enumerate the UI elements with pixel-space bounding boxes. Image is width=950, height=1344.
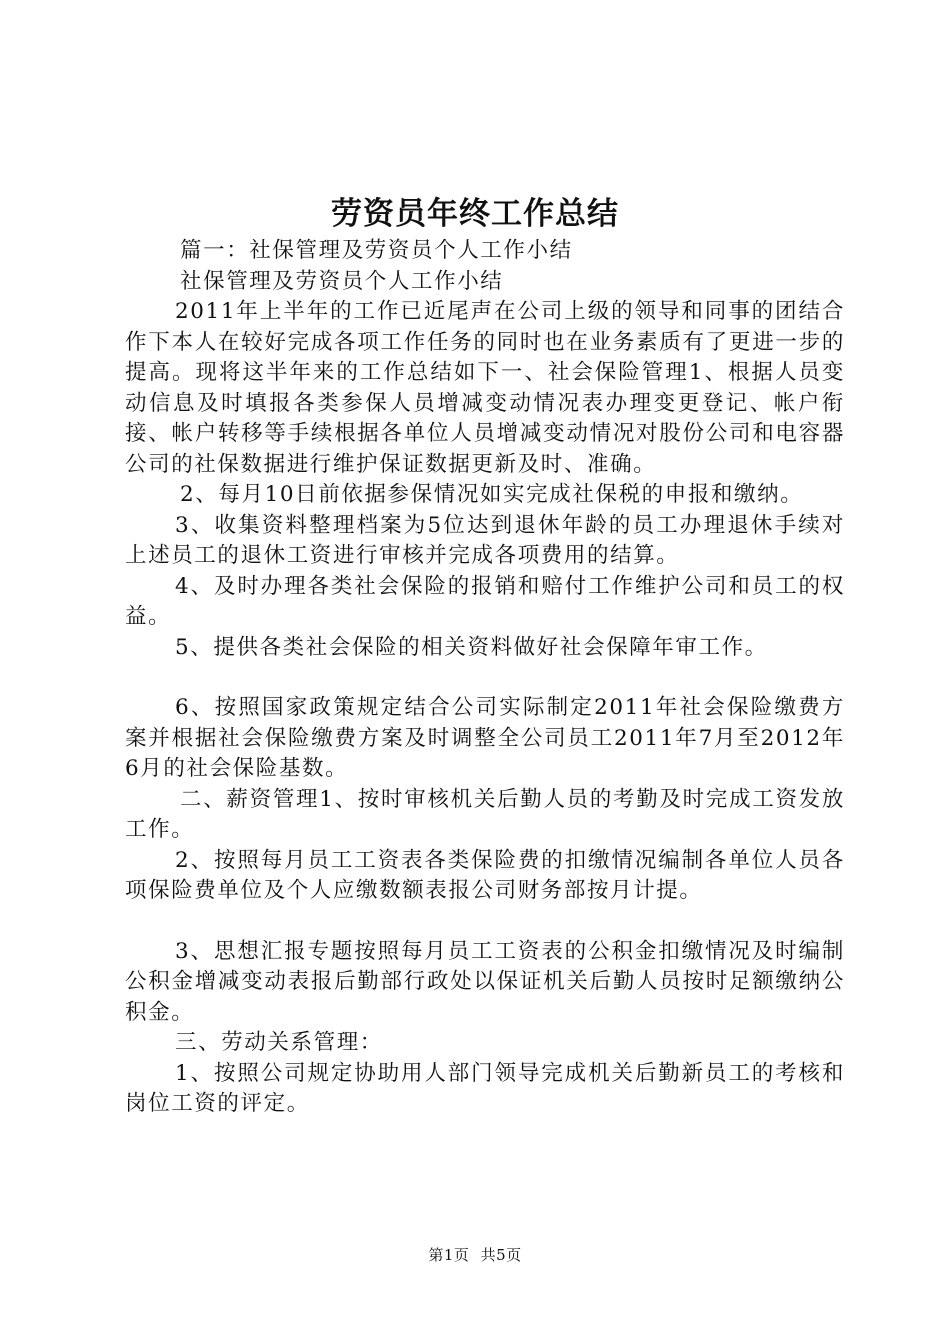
paragraph-spacer xyxy=(125,907,845,937)
paragraph-item-5: 5、提供各类社会保险的相关资料做好社会保障年审工作。 xyxy=(175,634,768,660)
paragraph-salary-item-3: 3、思想汇报专题按照每月员工工资表的公积金扣缴情况及时编制公积金增减变动表报后勤部行政处以保证机关后勤人员按时足额缴纳公积金。 xyxy=(125,938,845,1025)
paragraph-item-4: 4、及时办理各类社会保险的报销和赔付工作维护公司和员工的权益。 xyxy=(125,573,845,629)
paragraph-intro: 2011年上半年的工作已近尾声在公司上级的领导和同事的团结合作下本人在较好完成各项工作任务的同时也在业务素质有了更进一步的提高。现将这半年来的工作总结如下一、社会保险管理1、根据人员变动信息及时填报各类参保人员增减变动情况表办理变更登记、帐户衔接、帐户转移等手续根据各单位人员增减变动情况对股份公司和电容器公司的社保数据进行维护保证数据更新及时、准确。 xyxy=(125,299,845,477)
paragraph-subtitle: 社保管理及劳资员个人工作小结 xyxy=(180,268,504,294)
paragraph-salary-item-2: 2、按照每月员工工资表各类保险费的扣缴情况编制各单位人员各项保险费单位及个人应缴数额表报公司财务部按月计提。 xyxy=(125,847,845,903)
paragraph-salary-management: 二、薪资管理1、按时审核机关后勤人员的考勤及时完成工资发放工作。 xyxy=(125,786,845,842)
paragraph-labor-item-1: 1、按照公司规定协助用人部门领导完成机关后勤新员工的考核和岗位工资的评定。 xyxy=(125,1060,845,1116)
page-number: 第1页 xyxy=(428,1246,470,1264)
paragraph-item-3: 3、收集资料整理档案为5位达到退休年龄的员工办理退休手续对上述员工的退休工资进行审核并完成各项费用的结算。 xyxy=(125,512,845,568)
paragraph-labor-relations-heading: 三、劳动关系管理： xyxy=(175,1030,383,1055)
document-body xyxy=(125,236,845,1120)
paragraph-spacer xyxy=(125,663,845,693)
page-total: 共5页 xyxy=(480,1246,522,1264)
paragraph-item-6: 6、按照国家政策规定结合公司实际制定2011年社会保险缴费方案并根据社会保险缴费方案及时调整全公司员工2011年7月至2012年6月的社会保险基数。 xyxy=(125,695,845,781)
page-footer xyxy=(0,1244,950,1265)
paragraph-section-heading: 篇一：社保管理及劳资员个人工作小结 xyxy=(180,238,573,263)
paragraph-item-2: 2、每月10日前依据参保情况如实完成社保税的申报和缴纳。 xyxy=(180,482,804,507)
document-title: 劳资员年终工作总结 xyxy=(331,196,619,232)
